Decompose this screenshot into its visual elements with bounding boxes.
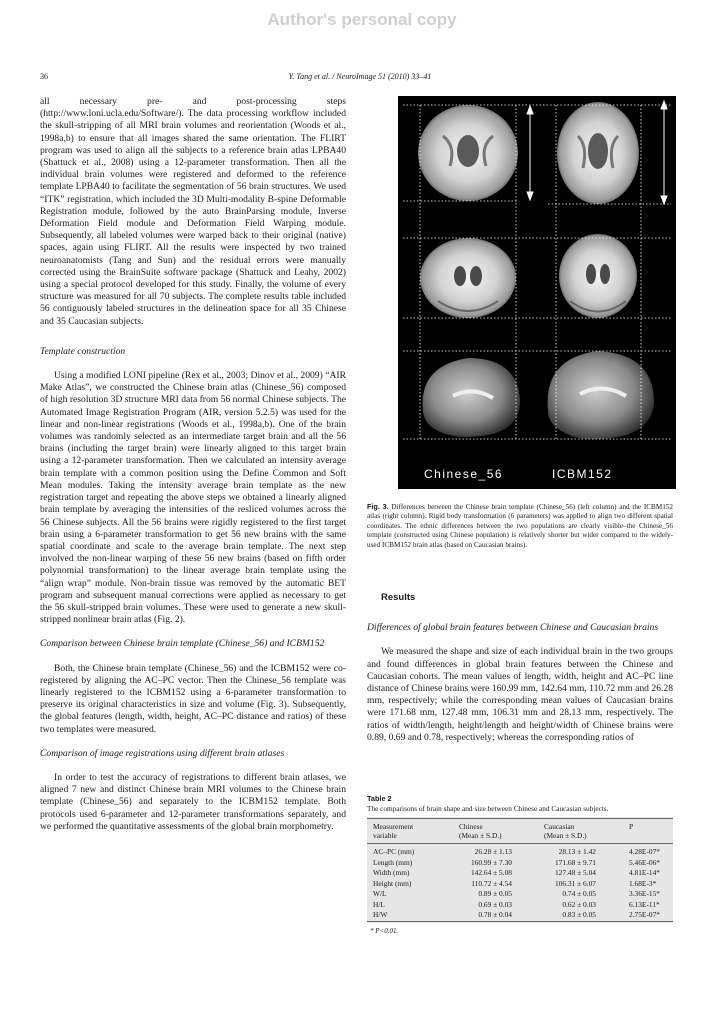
sagittal-icbm: [548, 351, 654, 439]
watermark: Author's personal copy: [267, 10, 457, 29]
table-cell-chinese: 26.28 ± 1.13: [474, 847, 512, 856]
coronal-chinese: [420, 238, 516, 318]
table-header: variable: [373, 831, 397, 840]
table-cell-caucasian: 127.48 ± 5.04: [554, 868, 596, 877]
right-column: [367, 592, 673, 744]
brain-figure: [398, 96, 676, 489]
section-heading: Differences of global brain features between Chinese and Caucasian brains: [367, 622, 659, 634]
coronal-icbm: [559, 234, 637, 318]
table-title: [367, 794, 673, 813]
results-table: [367, 817, 673, 923]
table-cell-variable: AC–PC (mm): [373, 847, 415, 856]
table-caption: The comparisons of brain shape and size between Chinese and Caucasian subjects.: [367, 803, 609, 813]
axial-icbm: [557, 102, 639, 204]
table-footnote: * P<0.01.: [370, 927, 399, 935]
journal-citation: Y. Tang et al. / NeuroImage 51 (2010) 33–41: [288, 72, 432, 81]
section-heading: Template construction: [40, 345, 126, 357]
table-cell-caucasian: 0.74 ± 0.05: [562, 889, 596, 898]
page-number: 36: [40, 72, 48, 81]
table-header: P: [629, 822, 634, 831]
table-header: Chinese: [459, 822, 483, 831]
table-cell-chinese: 142.64 ± 5.08: [470, 868, 512, 877]
body-paragraph: Using a modified LONI pipeline (Rex et al., 2003; Dinov et al., 2009) “AIR Make Atlas”, we constructed the Chinese brain atlas (Chinese_56) composed of high resolution 3D structure MRI data from 56 normal Chinese subjects. The Automated Image Registration Program (AIR, version 5.2.5) was used for the linear and non-linear registrations (Woods et al., 1998a,b). One of the brain volumes was randomly selected as an intermediate target brain and all the 56 brains (including the target brain) were linearly aligned to this target brain using a 12-parameter transformation. Then we calculated an intensity average brain template with a common position using the Define Common and Soft Mean modules. Taking the intensity average brain template as the new registration target and repeating the above steps we obtained a linearly aligned brain template by averaging the intensities of the resliced volumes across the 56 Chinese subjects. All the 56 brains were rigidly registered to the first target brain using a 6-parameter transformation to get 56 new brains with the same spatial coordinate and scale to the average brain template. The next step involved the non-linear warping of these 56 new brains (based on fifth order polynomial transformation) to the linear average brain template using the “align wrap” module. Non-brain tissue was removed by the automatic BET program and subsequent manual corrections were applied as necessary to get the 56 skull-stripped brain volumes. These were used to generate a new skull-stripped nonlinear brain atlas (Fig. 2).: [40, 370, 346, 626]
table-cell-p: 3.36E-15*: [629, 889, 660, 898]
table-cell-p: 4.81E-14*: [629, 868, 660, 877]
axial-chinese: [418, 105, 518, 201]
table-cell-variable: W/L: [373, 889, 387, 898]
running-header: [40, 72, 680, 86]
table-cell-variable: H/L: [373, 899, 385, 909]
table-cell-caucasian: 171.68 ± 9.71: [554, 857, 596, 867]
table-cell-p: 2.75E-07*: [629, 910, 660, 919]
body-paragraph: In order to test the accuracy of registrations to different brain atlases, we aligned 7 new and distinct Chinese brain MRI volumes to the Chinese brain template (Chinese_56) and separately to the ICBM152 template. Both protocols used 6-parameter and 12-parameter transformations separately, and we performed the quantitative assessments of the global brain morphometry.: [40, 771, 346, 832]
body-paragraph: Both, the Chinese brain template (Chinese_56) and the ICBM152 were co-registered by aligning the AC–PC vector. Then the Chinese_56 template was linearly registered to the ICBM152 using a 6-parameter transformation to preserve its original characteristics in size and volume (Fig. 3). Subsequently, the global features (length, width, height, AC–PC distance and ratios) of these two templates were measured.: [40, 662, 346, 735]
section-heading: Comparison between Chinese brain template (Chinese_56) and ICBM152: [40, 638, 325, 650]
table-cell-caucasian: 0.62 ± 0.03: [562, 899, 596, 909]
figure-label-icbm: ICBM152: [552, 467, 613, 481]
section-heading-results: Results: [381, 592, 416, 603]
table-cell-chinese: 0.69 ± 0.03: [478, 899, 512, 909]
table-header: (Mean ± S.D.): [544, 831, 587, 840]
sagittal-chinese: [423, 358, 520, 437]
table-cell-p: 6.13E-11*: [629, 899, 660, 909]
table-cell-caucasian: 106.31 ± 6.07: [554, 878, 596, 888]
table-header: (Mean ± S.D.): [459, 831, 502, 840]
table-cell-p: 5.46E-06*: [629, 857, 660, 867]
table-header: Caucasian: [544, 822, 575, 831]
figure-caption-text: Differences between the Chinese brain template (Chinese_56) (left column) and the ICBM152 atlas (right column). Rigid body transformation (6 parameters) was applied to align two different spatial coordinates. The ethnic differences between the two populations are clearly visible–the Chinese_56 template (constructed using Chinese population) is relatively shorter but wider compared to the widely-used ICBM152 brain atlas (based on Caucasian brains).: [367, 503, 673, 549]
brain-images: [398, 96, 676, 489]
table-cell-p: 1.68E-3*: [629, 878, 657, 888]
table-cell-variable: H/W: [373, 910, 388, 919]
table-cell-chinese: 110.72 ± 4.54: [471, 878, 512, 888]
figure-caption-label: Fig. 3.: [367, 502, 389, 511]
table-header: Measurement: [373, 822, 414, 831]
table-cell-chinese: 160.99 ± 7.30: [470, 857, 512, 867]
table-cell-variable: Length (mm): [373, 857, 413, 867]
figure-caption: [367, 502, 673, 550]
table-cell-caucasian: 28.13 ± 1.42: [558, 847, 596, 856]
body-paragraph: We measured the shape and size of each individual brain in the two groups and found differences in global brain features between the Chinese and Caucasian cohorts. The mean values of length, width, height and AC–PC line distance of Chinese brains were 160.99 mm, 142.64 mm, 110.72 mm and 26.28 mm, respectively; while the corresponding mean values of Caucasian brains were 171.68 mm, 127.48 mm, 106.31 mm and 28.13 mm, respectively. The ratios of width/length, height/length and height/width of Chinese brains were 0.89, 0.69 and 0.78, respectively; whereas the corresponding ratios of: [367, 646, 673, 743]
table-cell-caucasian: 0.83 ± 0.05: [562, 910, 596, 919]
left-column: [40, 96, 346, 833]
table-cell-p: 4.28E-07*: [629, 847, 660, 856]
table-cell-chinese: 0.89 ± 0.05: [478, 889, 512, 898]
figure-label-chinese: Chinese_56: [424, 467, 504, 481]
table-cell-variable: Width (mm): [373, 868, 410, 877]
table-cell-variable: Height (mm): [373, 878, 412, 888]
table-label: Table 2: [367, 794, 392, 803]
section-heading: Comparison of image registrations using different brain atlases: [40, 747, 285, 759]
table-cell-chinese: 0.78 ± 0.04: [478, 910, 512, 919]
body-paragraph: all necessary pre- and post-processing steps (http://www.loni.ucla.edu/Software/). The data processing workflow included the skull-stripping of all MRI brain volumes and reorientation (Woods et al., 1998a,b) to ensure that all images shared the same orientation. The FLIRT program was used to align all the subjects to a reference brain atlas LPBA40 (Shattuck et al., 2008) using a 12-parameter transformation. Then all the individual brain volumes were registered and deformed to the reference template LPBA40 to facilitate the segmentation of 56 brain structures. We used “ITK” registration, which included the 3D Multi-modality B-spine Deformable Registration module, followed by the auto BrainParsing module, Inverse Deformation Field module and Deformation Field Warping module. Subsequently, all labeled volumes were warped back to their original (native) spaces, again using FLIRT. All the results were inspected by two trained neuroanatomists (Tang and Sun) and the residual errors were manually corrected using the BrainSuite software package (Shattuck and Leahy, 2002) using a special protocol developed for this study. Finally, the volume of every structure was measured for all 70 subjects. The complete results table included 56 contiguously labeled structures in the delineation space for all 35 Chinese and 35 Caucasian subjects.: [40, 96, 346, 327]
